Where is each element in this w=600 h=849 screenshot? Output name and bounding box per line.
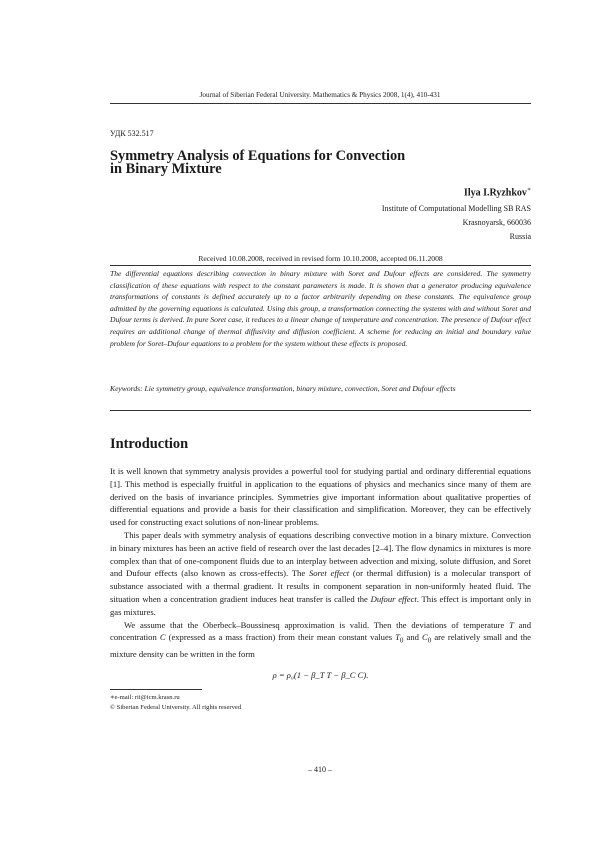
author-name-text: Ilya I.Ryzhkov [463,187,527,199]
keywords [110,383,531,395]
udk-code: УДК 532.517 [110,129,154,138]
abstract-bottom-rule [110,410,531,411]
affiliation-country: Russia [509,232,531,241]
dufour-effect-term: Dufour effect [370,593,417,604]
body-text [110,465,531,661]
journal-header: Journal of Siberian Federal University. Mathematics & Physics 2008, 1(4), 410-431 [199,91,441,99]
section-title: Introduction [110,436,189,452]
keywords-text: Lie symmetry group, equivalence transformation, binary mixture, convection, Soret and Dufour effects [144,384,456,393]
affiliation-city: Krasnoyarsk, 660036 [462,218,531,227]
paragraph-1: It is well known that symmetry analysis provides a powerful tool for studying partial and ordinary differential equations [1]. This method is especially fruitful in application to the equations of physics and mechanics since many of them are derived on the basis of invariance principles. Symmetries give important information about qualitative properties of differential equations and provide a basis for their classification and simplification. Moreover, they can be effectively used for constructing exact solutions of non-linear problems. [110,466,531,528]
paragraph-2: This paper deals with symmetry analysis of equations describing convective motion in a binary mixture. Convection in binary mixtures has been an active field of research over the last decades [2–4]. The flow dynamics in mixtures is more complex than that of one-component fluids due to an interplay between advection and mixing, solute diffusion, and Soret and Dufour effects (also known as cross-effects). The Soret effect (or thermal diffusion) is a molecular transport of substance associated with a thermal gradient. It results in component separation in non-uniformly heated fluid. The situation when a concentration gradient induces heat transfer is called the Dufour effect. This effect is important only in gas mixtures. [110,529,531,617]
paper-title-line-2: in Binary Mixture [110,161,222,177]
footnote-email: ∗e-mail: rii@icm.krasn.ru [110,694,180,701]
affiliation-institute: Institute of Computational Modelling SB RAS [381,204,531,213]
density-formula: ρ = ρ₀(1 − β_T T − β_C C). [272,670,369,680]
paper-title [110,150,490,176]
paragraph-3: We assume that the Oberbeck–Boussinesq approximation is valid. Then the deviations of temperature T and concentration C (expressed as a mass fraction) from their mean constant values $T_0$ and $C_0$ are relatively small and the mixture density can be written in the form [110,619,532,659]
header-rule [110,103,531,104]
abstract-top-rule [110,265,531,266]
footnote-rule [110,689,202,690]
author-footnote-mark: ∗ [526,187,531,193]
author-name [464,186,531,198]
paper-title-line-1: Symmetry Analysis of Equations for Convection [110,148,406,164]
received-dates: Received 10.08.2008, received in revised form 10.10.2008, accepted 06.11.2008 [198,254,443,263]
footnote-copyright: © Siberian Federal University. All rights reserved [110,704,242,711]
keywords-label: Keywords: [110,384,143,393]
page-number: – 410 – [308,765,332,774]
abstract: The differential equations describing convection in binary mixture with Soret and Dufour effects are considered. The symmetry classification of these equations with respect to the constant parameters is made. It is shown that a generator producing equivalence transformations of constants is defined accurately up to a factor arbitrarily depending on these constants. The equivalence group admitted by the governing equations is calculated. Using this group, a transformation connecting the systems with and without Soret and Dufour terms is derived. In pure Soret case, it reduces to a linear change of temperature and concentration. The presence of Dufour effect requires an additional change of thermal diffusivity and diffusion coefficient. A scheme for reducing an initial and boundary value problem for Soret–Dufour equations to a problem for the system without these effects is proposed. [110,269,531,348]
soret-effect-term: Soret effect [308,568,350,579]
